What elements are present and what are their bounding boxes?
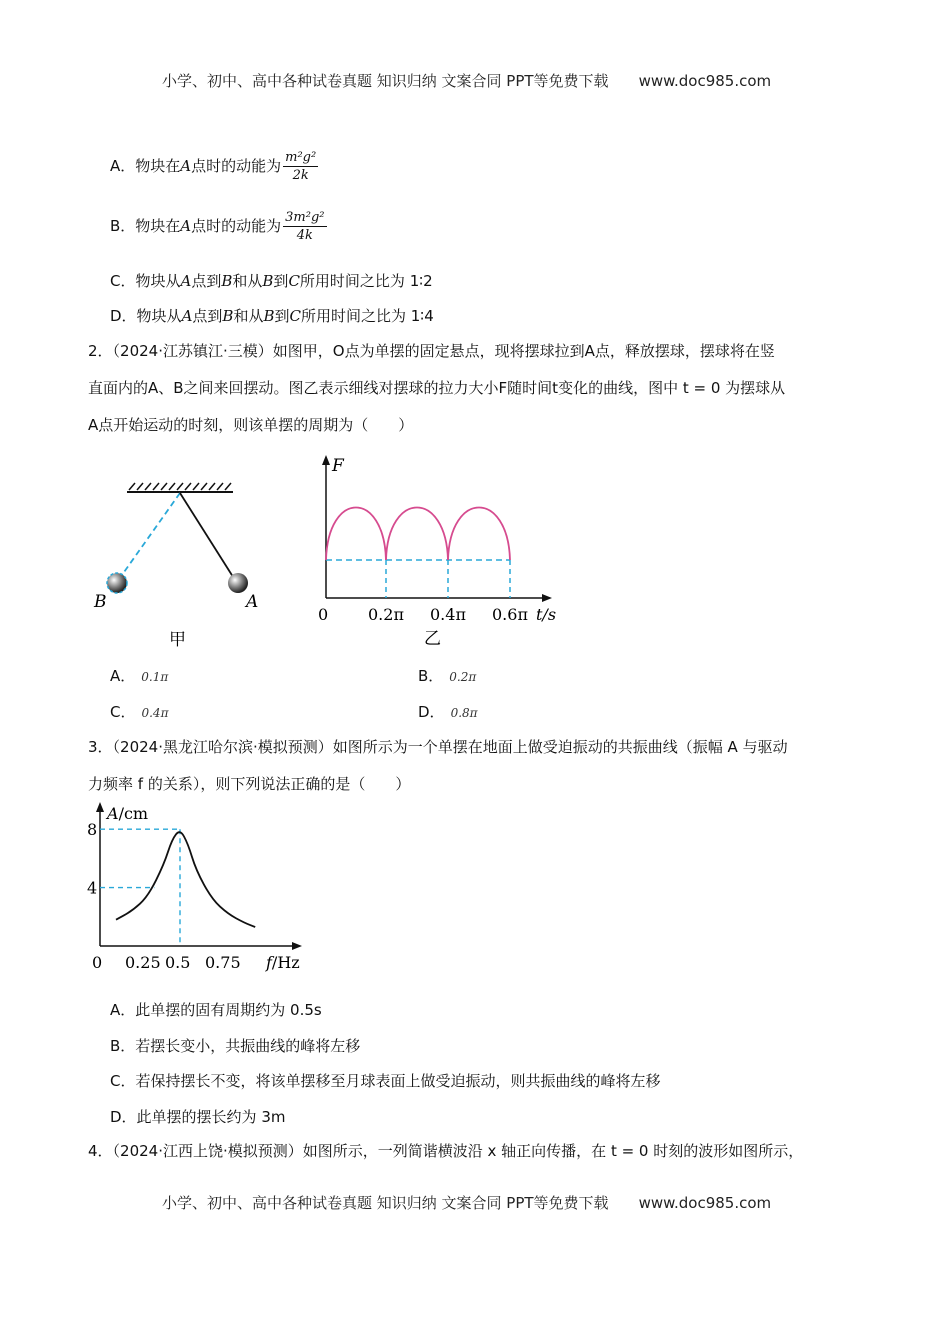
resonance-curve — [116, 832, 255, 927]
pendulum-diagram — [85, 470, 265, 660]
question-2-stem: 2．（2024·江苏镇江·三模）如图甲，O点为单摆的固定悬点，现将摆球拉到A点，释放摆球，摆球将在竖 直面内的A、B之间来回摆动。图乙表示细线对摆球的拉力大小F随时间t变化的曲线，图中 t = 0 为摆球从 A点开始运动的时刻，则该单摆的周期为（ ） — [88, 342, 786, 434]
q1-option-a[interactable]: A．物块在A点时的动能为 $\frac{\text{m²g²}}{2k}$ — [110, 150, 317, 183]
f-axis-label: F — [332, 456, 344, 476]
ball-b — [107, 573, 127, 593]
q2-option-a[interactable]: A． 0.1π — [110, 667, 169, 685]
q3-option-b[interactable]: B．若摆长变小，共振曲线的峰将左移 — [110, 1037, 361, 1055]
force-arch-3 — [448, 508, 510, 561]
header-url[interactable]: www.doc985.com — [638, 72, 772, 90]
question-3-stem: 3．（2024·黑龙江哈尔滨·模拟预测）如图所示为一个单摆在地面上做受迫振动的共振曲线（振幅 A 与驱动 力频率 f 的关系），则下列说法正确的是（ ） — [88, 738, 788, 793]
tick-label-1: 0.2π — [368, 605, 404, 624]
string-to-a — [180, 493, 235, 580]
t-axis-label: t/s — [536, 605, 557, 624]
x-tick-label-2: 0.5 — [165, 953, 191, 972]
tick-label-3: 0.6π — [492, 605, 528, 624]
q2-number: 2． — [88, 342, 113, 360]
q3-option-d[interactable]: D．此单摆的摆长约为 3m — [110, 1108, 286, 1126]
label-a: A — [246, 592, 259, 612]
q1-option-d[interactable]: D．物块从A点到B和从B到C所用时间之比为 1∶4 — [110, 307, 434, 325]
tick-label-2: 0.4π — [430, 605, 466, 624]
q2-option-d[interactable]: D． 0.8π — [418, 703, 478, 721]
y-tick-label-1: 8 — [87, 820, 98, 840]
force-time-graph — [310, 450, 570, 655]
caption-jia: 甲 — [169, 630, 186, 650]
q4-number: 4． — [88, 1142, 113, 1160]
x-tick-label-1: 0.25 — [125, 953, 161, 972]
force-arch-2 — [386, 508, 448, 561]
frequency-axis-arrow — [292, 942, 302, 950]
x-tick-label-0: 0 — [92, 953, 103, 972]
q4-source: （2024·江西上饶·模拟预测） — [112, 1142, 303, 1160]
fraction-b: $\frac{\text{3m²g²}}{4k}$ — [285, 210, 325, 243]
x-tick-label-3: 0.75 — [205, 953, 241, 972]
string-to-b — [117, 493, 180, 582]
q3-option-c[interactable]: C．若保持摆长不变，将该单摆移至月球表面上做受迫振动，则共振曲线的峰将左移 — [110, 1072, 661, 1090]
question-4-stem: 4．（2024·江西上饶·模拟预测）如图所示，一列简谐横波沿 x 轴正向传播，在 t = 0 时刻的波形如图所示， — [88, 1142, 804, 1160]
ball-a — [228, 573, 248, 593]
page-footer — [162, 1192, 771, 1213]
q2-option-b[interactable]: B． 0.2π — [418, 667, 477, 685]
q2-option-c[interactable]: C． 0.4π — [110, 703, 169, 721]
amplitude-axis-label: A/cm — [107, 804, 149, 823]
footer-url[interactable]: www.doc985.com — [638, 1194, 772, 1212]
page-header — [162, 70, 771, 91]
f-axis-arrow — [322, 455, 330, 465]
q1-option-c[interactable]: C．物块从A点到B和从B到C所用时间之比为 1∶2 — [110, 272, 433, 290]
resonance-curve-chart — [80, 798, 320, 978]
force-arch-1 — [326, 508, 386, 561]
q3-option-a[interactable]: A．此单摆的固有周期约为 0.5s — [110, 1001, 322, 1019]
caption-yi: 乙 — [424, 629, 441, 649]
frequency-axis-label: f/Hz — [266, 953, 300, 972]
origin-label: 0 — [318, 605, 329, 624]
footer-text: 小学、初中、高中各种试卷真题 知识归纳 文案合同 PPT等免费下载 — [162, 1194, 609, 1212]
fraction-a: $\frac{\text{m²g²}}{2k}$ — [285, 150, 317, 183]
header-text: 小学、初中、高中各种试卷真题 知识归纳 文案合同 PPT等免费下载 — [162, 72, 609, 90]
ceiling-hatch — [129, 483, 231, 490]
amplitude-axis-arrow — [96, 802, 104, 812]
t-axis-arrow — [542, 594, 552, 602]
label-b: B — [94, 592, 107, 612]
q2-source: （2024·江苏镇江·三模） — [112, 342, 273, 360]
q1-option-b[interactable]: B．物块在A点时的动能为 $\frac{\text{3m²g²}}{4k}$ — [110, 210, 325, 243]
q3-source: （2024·黑龙江哈尔滨·模拟预测） — [112, 738, 333, 756]
y-tick-label-0: 4 — [87, 878, 98, 898]
q3-number: 3． — [88, 738, 113, 756]
